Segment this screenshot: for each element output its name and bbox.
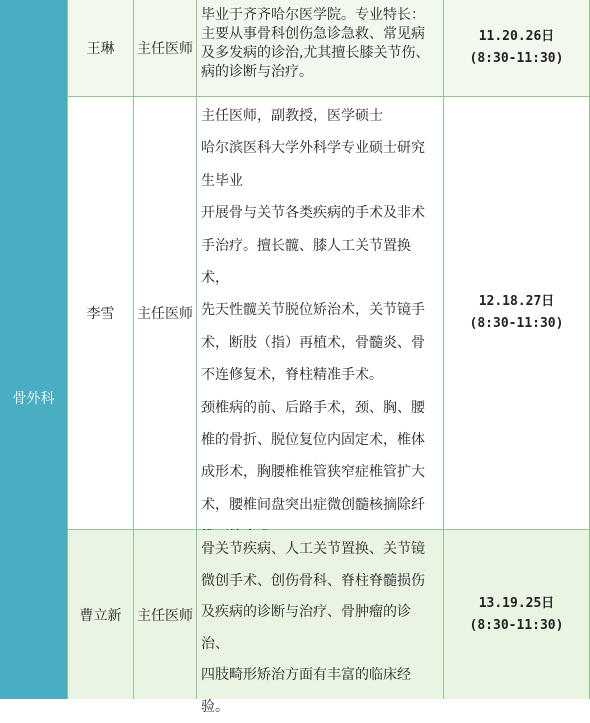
clinic-time-cell bbox=[444, 0, 590, 97]
doctor-name: 王琳 bbox=[87, 38, 115, 58]
doctor-name-cell bbox=[68, 97, 134, 530]
description-line: 毕业于齐齐哈尔医学院。专业特长： bbox=[201, 6, 437, 25]
clinic-hours: (8:30-11:30) bbox=[470, 48, 564, 70]
description-line: 骨关节疾病、人工关节置换、关节镜 bbox=[201, 534, 437, 566]
description-line: 椎的骨折、脱位复位内固定术，椎体 bbox=[201, 424, 437, 456]
description-line: 颈椎病的前、后路手术，颈、胸、腰 bbox=[201, 392, 437, 424]
description-line: 手治疗。擅长髋、膝人工关节置换术， bbox=[201, 230, 437, 295]
doctor-name-cell bbox=[68, 530, 134, 699]
clinic-hours: (8:30-11:30) bbox=[470, 615, 564, 637]
description-line: 微创手术、创伤骨科、脊柱脊髓损伤 bbox=[201, 566, 437, 598]
description-line: 术，腰椎间盘突出症微创髓核摘除纤 bbox=[201, 489, 437, 521]
description-line: 术，断肢（指）再植术，骨髓炎、骨 bbox=[201, 327, 437, 359]
department-cell bbox=[0, 97, 68, 699]
description-line: 不连修复术，脊柱精准手术。 bbox=[201, 359, 437, 391]
doctor-title-cell bbox=[134, 530, 197, 699]
clinic-days: 13.19.25日 bbox=[479, 593, 555, 615]
department-cell-top bbox=[0, 0, 68, 97]
doctor-description-cell bbox=[197, 530, 444, 699]
doctor-description-cell bbox=[197, 97, 444, 530]
description-line: 及疾病的诊断与治疗、骨肿瘤的诊治、 bbox=[201, 597, 437, 660]
doctor-title-cell bbox=[134, 0, 197, 97]
description-line: 主任医师，副教授，医学硕士 bbox=[201, 100, 437, 132]
description-line: 成形术，胸腰椎椎管狭窄症椎管扩大 bbox=[201, 456, 437, 488]
description-line: 四肢畸形矫治方面有丰富的临床经 bbox=[201, 660, 437, 692]
description-line: 验。 bbox=[201, 692, 437, 723]
description-line: 主要从事骨科创伤急诊急救、常见病 bbox=[201, 25, 437, 44]
description-line: 哈尔滨医科大学外科学专业硕士研究 bbox=[201, 132, 437, 164]
clinic-days: 11.20.26日 bbox=[479, 26, 555, 48]
doctor-description-cell bbox=[197, 0, 444, 97]
doctor-title-cell bbox=[134, 97, 197, 530]
doctor-title: 主任医师 bbox=[137, 38, 193, 58]
doctor-name: 曹立新 bbox=[80, 605, 122, 625]
doctor-title: 主任医师 bbox=[137, 303, 193, 323]
description-line: 及多发病的诊治,尤其擅长膝关节伤、 bbox=[201, 44, 437, 63]
clinic-time-cell bbox=[444, 97, 590, 530]
description-line: 开展骨与关节各类疾病的手术及非术 bbox=[201, 197, 437, 229]
doctor-name: 李雪 bbox=[87, 303, 115, 323]
doctor-name-cell bbox=[68, 0, 134, 97]
doctor-title: 主任医师 bbox=[137, 605, 193, 625]
description-line: 先天性髋关节脱位矫治术，关节镜手 bbox=[201, 294, 437, 326]
clinic-hours: (8:30-11:30) bbox=[470, 313, 564, 335]
clinic-days: 12.18.27日 bbox=[479, 291, 555, 313]
department-label: 骨外科 bbox=[13, 388, 55, 408]
description-line: 病的诊断与治疗。 bbox=[201, 63, 437, 82]
clinic-time-cell bbox=[444, 530, 590, 699]
description-line: 生毕业 bbox=[201, 165, 437, 197]
